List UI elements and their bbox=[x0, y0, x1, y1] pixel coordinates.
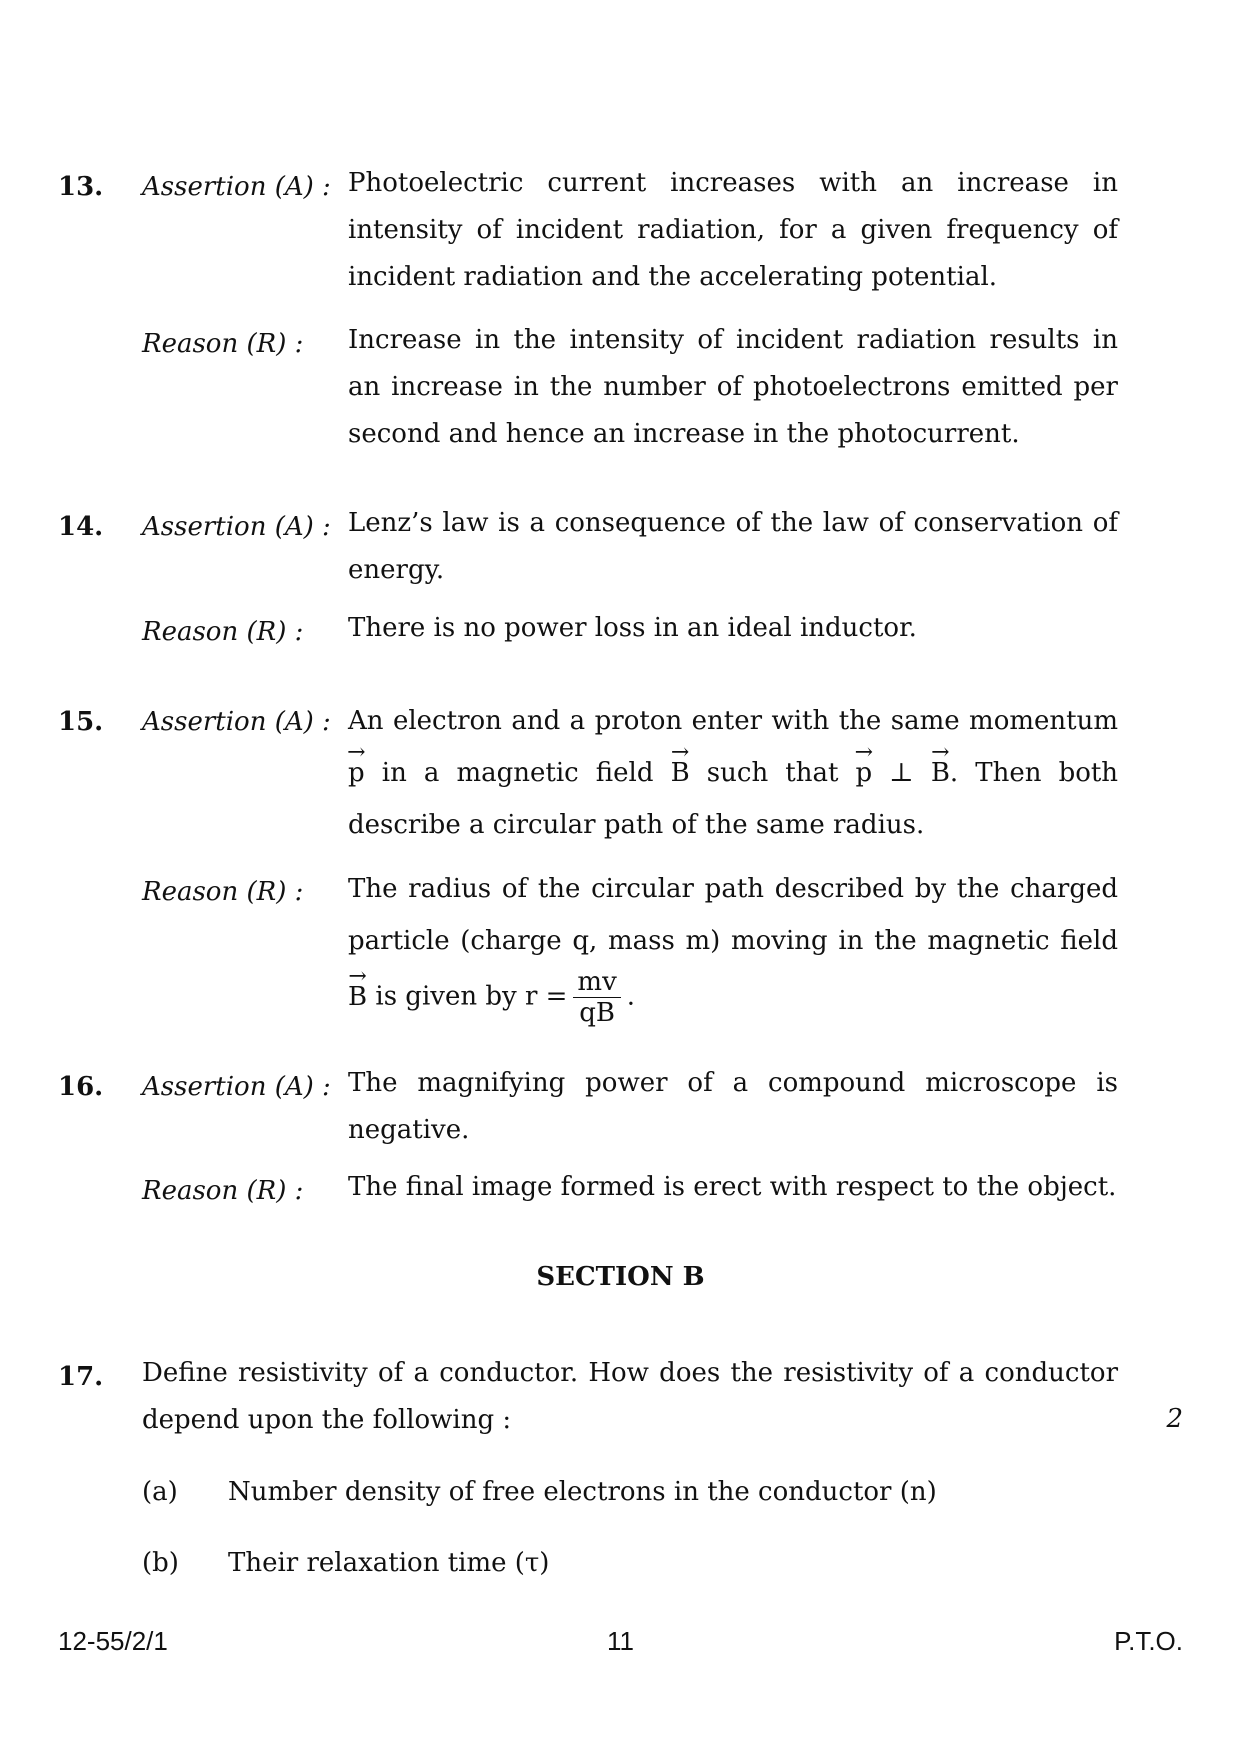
question-number: 14. bbox=[58, 512, 104, 542]
assertion-label: Assertion (A) : bbox=[142, 512, 331, 542]
item-text: Their relaxation time (τ) bbox=[228, 1548, 550, 1578]
text-line: depend upon the following : bbox=[142, 1405, 512, 1435]
text-line: There is no power loss in an ideal inductor. bbox=[348, 613, 917, 643]
reason-text bbox=[348, 1164, 1118, 1211]
marks-badge: 2 bbox=[1166, 1404, 1183, 1434]
momentum-vector: → p bbox=[348, 747, 365, 799]
text-fragment: in a magnetic field bbox=[381, 758, 654, 788]
text-line: particle (charge q, mass m) moving in the magnetic field bbox=[348, 926, 1118, 956]
text-line: energy. bbox=[348, 555, 445, 585]
assertion-label: Assertion (A) : bbox=[142, 707, 331, 737]
reason-label: Reason (R) : bbox=[142, 877, 304, 907]
text-line: The final image formed is erect with respect to the object. bbox=[348, 1172, 1117, 1202]
text-fragment: is given by r = bbox=[375, 981, 568, 1012]
reason-label: Reason (R) : bbox=[142, 1176, 304, 1206]
perpendicular-symbol: ⊥ bbox=[889, 758, 914, 788]
question-number: 13. bbox=[58, 172, 104, 202]
text-line: An electron and a proton enter with the same momentum bbox=[348, 706, 1118, 736]
assertion-label: Assertion (A) : bbox=[142, 172, 331, 202]
text-line: incident radiation and the accelerating potential. bbox=[348, 262, 998, 292]
fraction-numerator: mv bbox=[573, 967, 620, 998]
question-number: 15. bbox=[58, 707, 104, 737]
magnetic-field-vector: → B bbox=[931, 747, 950, 799]
text-line: negative. bbox=[348, 1115, 470, 1145]
assertion-text bbox=[348, 160, 1118, 301]
text-fragment: . bbox=[626, 981, 636, 1012]
paper-code: 12-55/2/1 bbox=[58, 1626, 168, 1656]
assertion-label: Assertion (A) : bbox=[142, 1072, 331, 1102]
item-text: Number density of free electrons in the conductor (n) bbox=[228, 1477, 937, 1507]
question-number: 16. bbox=[58, 1072, 104, 1102]
text-line: Define resistivity of a conductor. How does the resistivity of a conductor bbox=[142, 1358, 1118, 1388]
magnetic-field-vector: → B bbox=[348, 971, 367, 1023]
item-label: (b) bbox=[142, 1548, 179, 1578]
text-line bbox=[348, 967, 1118, 1028]
item-label: (a) bbox=[142, 1477, 178, 1507]
momentum-vector: → p bbox=[856, 747, 873, 799]
question-number: 17. bbox=[58, 1362, 104, 1392]
page-number: 11 bbox=[607, 1626, 634, 1656]
text-line bbox=[348, 747, 1118, 799]
pto-label: P.T.O. bbox=[1114, 1626, 1183, 1656]
reason-label: Reason (R) : bbox=[142, 329, 304, 359]
reason-text bbox=[348, 605, 1118, 652]
fraction-denominator: qB bbox=[579, 998, 615, 1028]
text-line: second and hence an increase in the photocurrent. bbox=[348, 419, 1020, 449]
magnetic-field-vector: → B bbox=[671, 747, 690, 799]
reason-text bbox=[348, 317, 1118, 458]
text-line: Photoelectric current increases with an increase in bbox=[348, 168, 1118, 198]
text-line: describe a circular path of the same radius. bbox=[348, 810, 925, 840]
text-line: intensity of incident radiation, for a given frequency of bbox=[348, 215, 1118, 245]
text-line: The magnifying power of a compound microscope is bbox=[348, 1068, 1118, 1098]
text-line: Increase in the intensity of incident radiation results in bbox=[348, 325, 1118, 355]
text-line: an increase in the number of photoelectrons emitted per bbox=[348, 372, 1118, 402]
question-text bbox=[142, 1350, 1118, 1444]
assertion-text bbox=[348, 695, 1118, 851]
radius-fraction bbox=[573, 967, 620, 1028]
text-fragment: . Then both bbox=[949, 758, 1119, 788]
text-line: Lenz’s law is a consequence of the law of conservation of bbox=[348, 508, 1118, 538]
text-line: The radius of the circular path described by the charged bbox=[348, 874, 1118, 904]
text-fragment: such that bbox=[706, 758, 839, 788]
reason-text bbox=[348, 863, 1118, 1028]
section-title: SECTION B bbox=[536, 1262, 705, 1292]
assertion-text bbox=[348, 500, 1118, 594]
reason-label: Reason (R) : bbox=[142, 617, 304, 647]
assertion-text bbox=[348, 1060, 1118, 1154]
